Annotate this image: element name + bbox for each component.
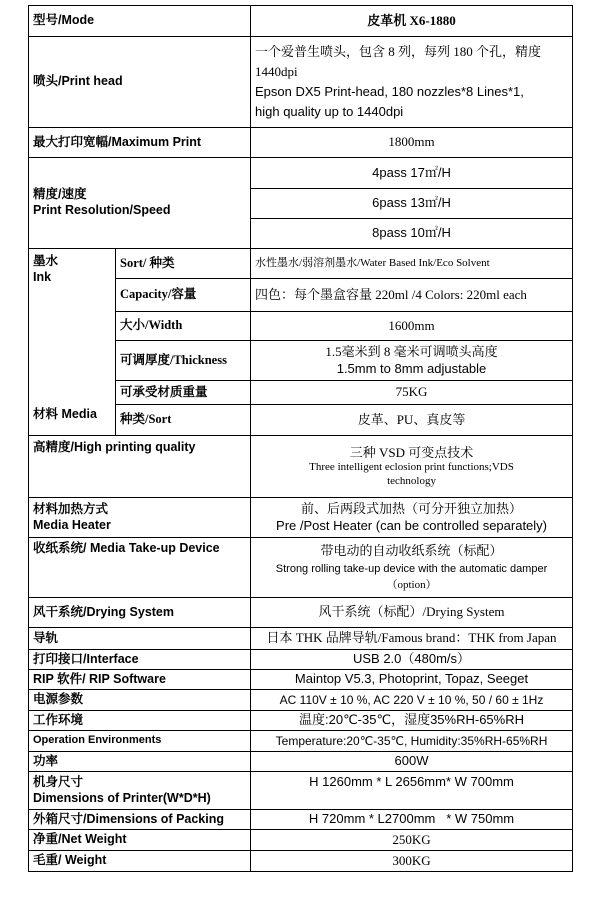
dimensions-label-en: Dimensions of Printer(W*D*H) xyxy=(33,790,211,805)
print-head-row xyxy=(29,37,573,128)
heater-value xyxy=(251,498,573,538)
net-weight-value: 250KG xyxy=(251,830,573,851)
media-weight-label: 可承受材质重量 xyxy=(116,381,251,405)
print-head-line: Epson DX5 Print-head, 180 nozzles*8 Lines*1, xyxy=(255,84,524,99)
ink-label-en: Ink xyxy=(33,269,52,284)
quality-line: Three intelligent eclosion print functions;VDS xyxy=(309,460,514,473)
environment-en-value: Temperature:20℃-35℃, Humidity:35%RH-65%RH xyxy=(251,731,573,752)
heater-line: 前、后两段式加热（可分开独立加热） xyxy=(301,501,523,517)
heater-label xyxy=(29,498,251,538)
environment-en-label: Operation Environments xyxy=(29,731,251,752)
print-head-line: 1440dpi xyxy=(255,64,298,79)
resolution-value: 8pass 10㎡/H xyxy=(251,219,573,249)
power-value: 600W xyxy=(251,752,573,772)
environment-cn-value: 温度:20℃-35℃，湿度35%RH-65%RH xyxy=(251,711,573,731)
media-thickness-line: 1.5mm to 8mm adjustable xyxy=(336,360,487,376)
heater-row xyxy=(29,498,573,538)
takeup-line: 带电动的自动收纸系统（标配） xyxy=(320,542,503,558)
rip-row xyxy=(29,670,573,690)
heater-label-cn: 材料加热方式 xyxy=(33,501,109,516)
ink-sort-value: 水性墨水/弱溶剂墨水/Water Based Ink/Eco Solvent xyxy=(251,249,573,279)
ink-sort-label: Sort/ 种类 xyxy=(116,249,251,279)
environment-en-row xyxy=(29,731,573,752)
heater-label-en: Media Heater xyxy=(33,517,111,532)
rip-value: Maintop V5.3, Photoprint, Topaz, Seeget xyxy=(251,670,573,690)
ink-sort-row xyxy=(29,249,573,279)
power-label: 功率 xyxy=(29,752,251,772)
media-kind-value: 皮革、PU、真皮等 xyxy=(251,405,573,436)
dimensions-value: H 1260mm * L 2656mm* W 700mm xyxy=(251,772,573,810)
power-row xyxy=(29,752,573,772)
media-width-value: 1600mm xyxy=(251,312,573,341)
power-params-row xyxy=(29,690,573,711)
model-value: 皮革机 X6-1880 xyxy=(251,6,573,37)
print-head-label: 喷头/Print head xyxy=(29,37,251,128)
resolution-label xyxy=(29,158,251,249)
media-label: 材料 Media xyxy=(33,407,97,422)
dimensions-label xyxy=(29,772,251,810)
power-params-value: AC 110V ± 10 %, AC 220 V ± 10 %, 50 / 60 ± 1Hz xyxy=(251,690,573,711)
spec-table xyxy=(28,5,573,872)
drying-label: 风干系统/Drying System xyxy=(29,598,251,628)
resolution-value: 4pass 17㎡/H xyxy=(251,158,573,189)
quality-line: technology xyxy=(387,474,436,487)
quality-value xyxy=(251,436,573,498)
quality-line: 三种 VSD 可变点技术 xyxy=(349,444,474,460)
ink-capacity-label: Capacity/容量 xyxy=(116,279,251,312)
dimensions-row xyxy=(29,772,573,810)
model-label: 型号/Mode xyxy=(29,6,251,37)
interface-label: 打印接口/Interface xyxy=(29,650,251,670)
max-print-row xyxy=(29,128,573,158)
takeup-row xyxy=(29,538,573,598)
media-thickness-label: 可调厚度/Thickness xyxy=(116,341,251,381)
takeup-line: （option） xyxy=(386,578,437,591)
power-params-label: 电源参数 xyxy=(29,690,251,711)
ink-label-cn: 墨水 xyxy=(33,254,59,268)
takeup-line: Strong rolling take-up device with the automatic damper xyxy=(275,562,548,575)
max-print-value: 1800mm xyxy=(251,128,573,158)
media-thickness-value xyxy=(251,341,573,381)
media-weight-value: 75KG xyxy=(251,381,573,405)
quality-label: 高精度/High printing quality xyxy=(29,436,251,498)
takeup-value xyxy=(251,538,573,598)
dimensions-label-cn: 机身尺寸 xyxy=(33,774,84,789)
gross-weight-value: 300KG xyxy=(251,851,573,872)
resolution-row xyxy=(29,158,573,189)
ink-capacity-value: 四色：每个墨盒容量 220ml /4 Colors: 220ml each xyxy=(251,279,573,312)
net-weight-label: 净重/Net Weight xyxy=(29,830,251,851)
resolution-label-cn: 精度/速度 xyxy=(33,187,87,202)
media-thickness-line: 1.5毫米到 8 毫米可调喷头高度 xyxy=(325,344,498,360)
print-head-line: high quality up to 1440dpi xyxy=(255,104,404,119)
guide-value: 日本 THK 品牌导轨/Famous brand：THK from Japan xyxy=(251,628,573,650)
net-weight-row xyxy=(29,830,573,851)
drying-value: 风干系统（标配）/Drying System xyxy=(251,598,573,628)
guide-label: 导轨 xyxy=(29,628,251,650)
environment-cn-label: 工作环境 xyxy=(29,711,251,731)
print-head-line: 一个爱普生喷头，包含 8 列，每列 180 个孔，精度 xyxy=(255,44,542,59)
media-width-label: 大小/Width xyxy=(116,312,251,341)
media-kind-label: 种类/Sort xyxy=(116,405,251,436)
interface-value: USB 2.0（480m/s） xyxy=(251,650,573,670)
ink-media-label xyxy=(29,249,116,436)
drying-row xyxy=(29,598,573,628)
rip-label: RIP 软件/ RIP Software xyxy=(29,670,251,690)
packing-row xyxy=(29,810,573,830)
max-print-label: 最大打印宽幅/Maximum Print xyxy=(29,128,251,158)
gross-weight-label: 毛重/ Weight xyxy=(29,851,251,872)
model-row xyxy=(29,6,573,37)
resolution-value: 6pass 13㎡/H xyxy=(251,189,573,219)
interface-row xyxy=(29,650,573,670)
resolution-label-en: Print Resolution/Speed xyxy=(33,203,171,217)
gross-weight-row xyxy=(29,851,573,872)
guide-row xyxy=(29,628,573,650)
quality-row xyxy=(29,436,573,498)
takeup-label: 收纸系统/ Media Take-up Device xyxy=(29,538,251,598)
packing-value: H 720mm * L2700mm * W 750mm xyxy=(251,810,573,830)
packing-label: 外箱尺寸/Dimensions of Packing xyxy=(29,810,251,830)
environment-cn-row xyxy=(29,711,573,731)
heater-line: Pre /Post Heater (can be controlled separately) xyxy=(276,517,547,533)
print-head-value xyxy=(251,37,573,128)
ink-label xyxy=(33,254,58,285)
